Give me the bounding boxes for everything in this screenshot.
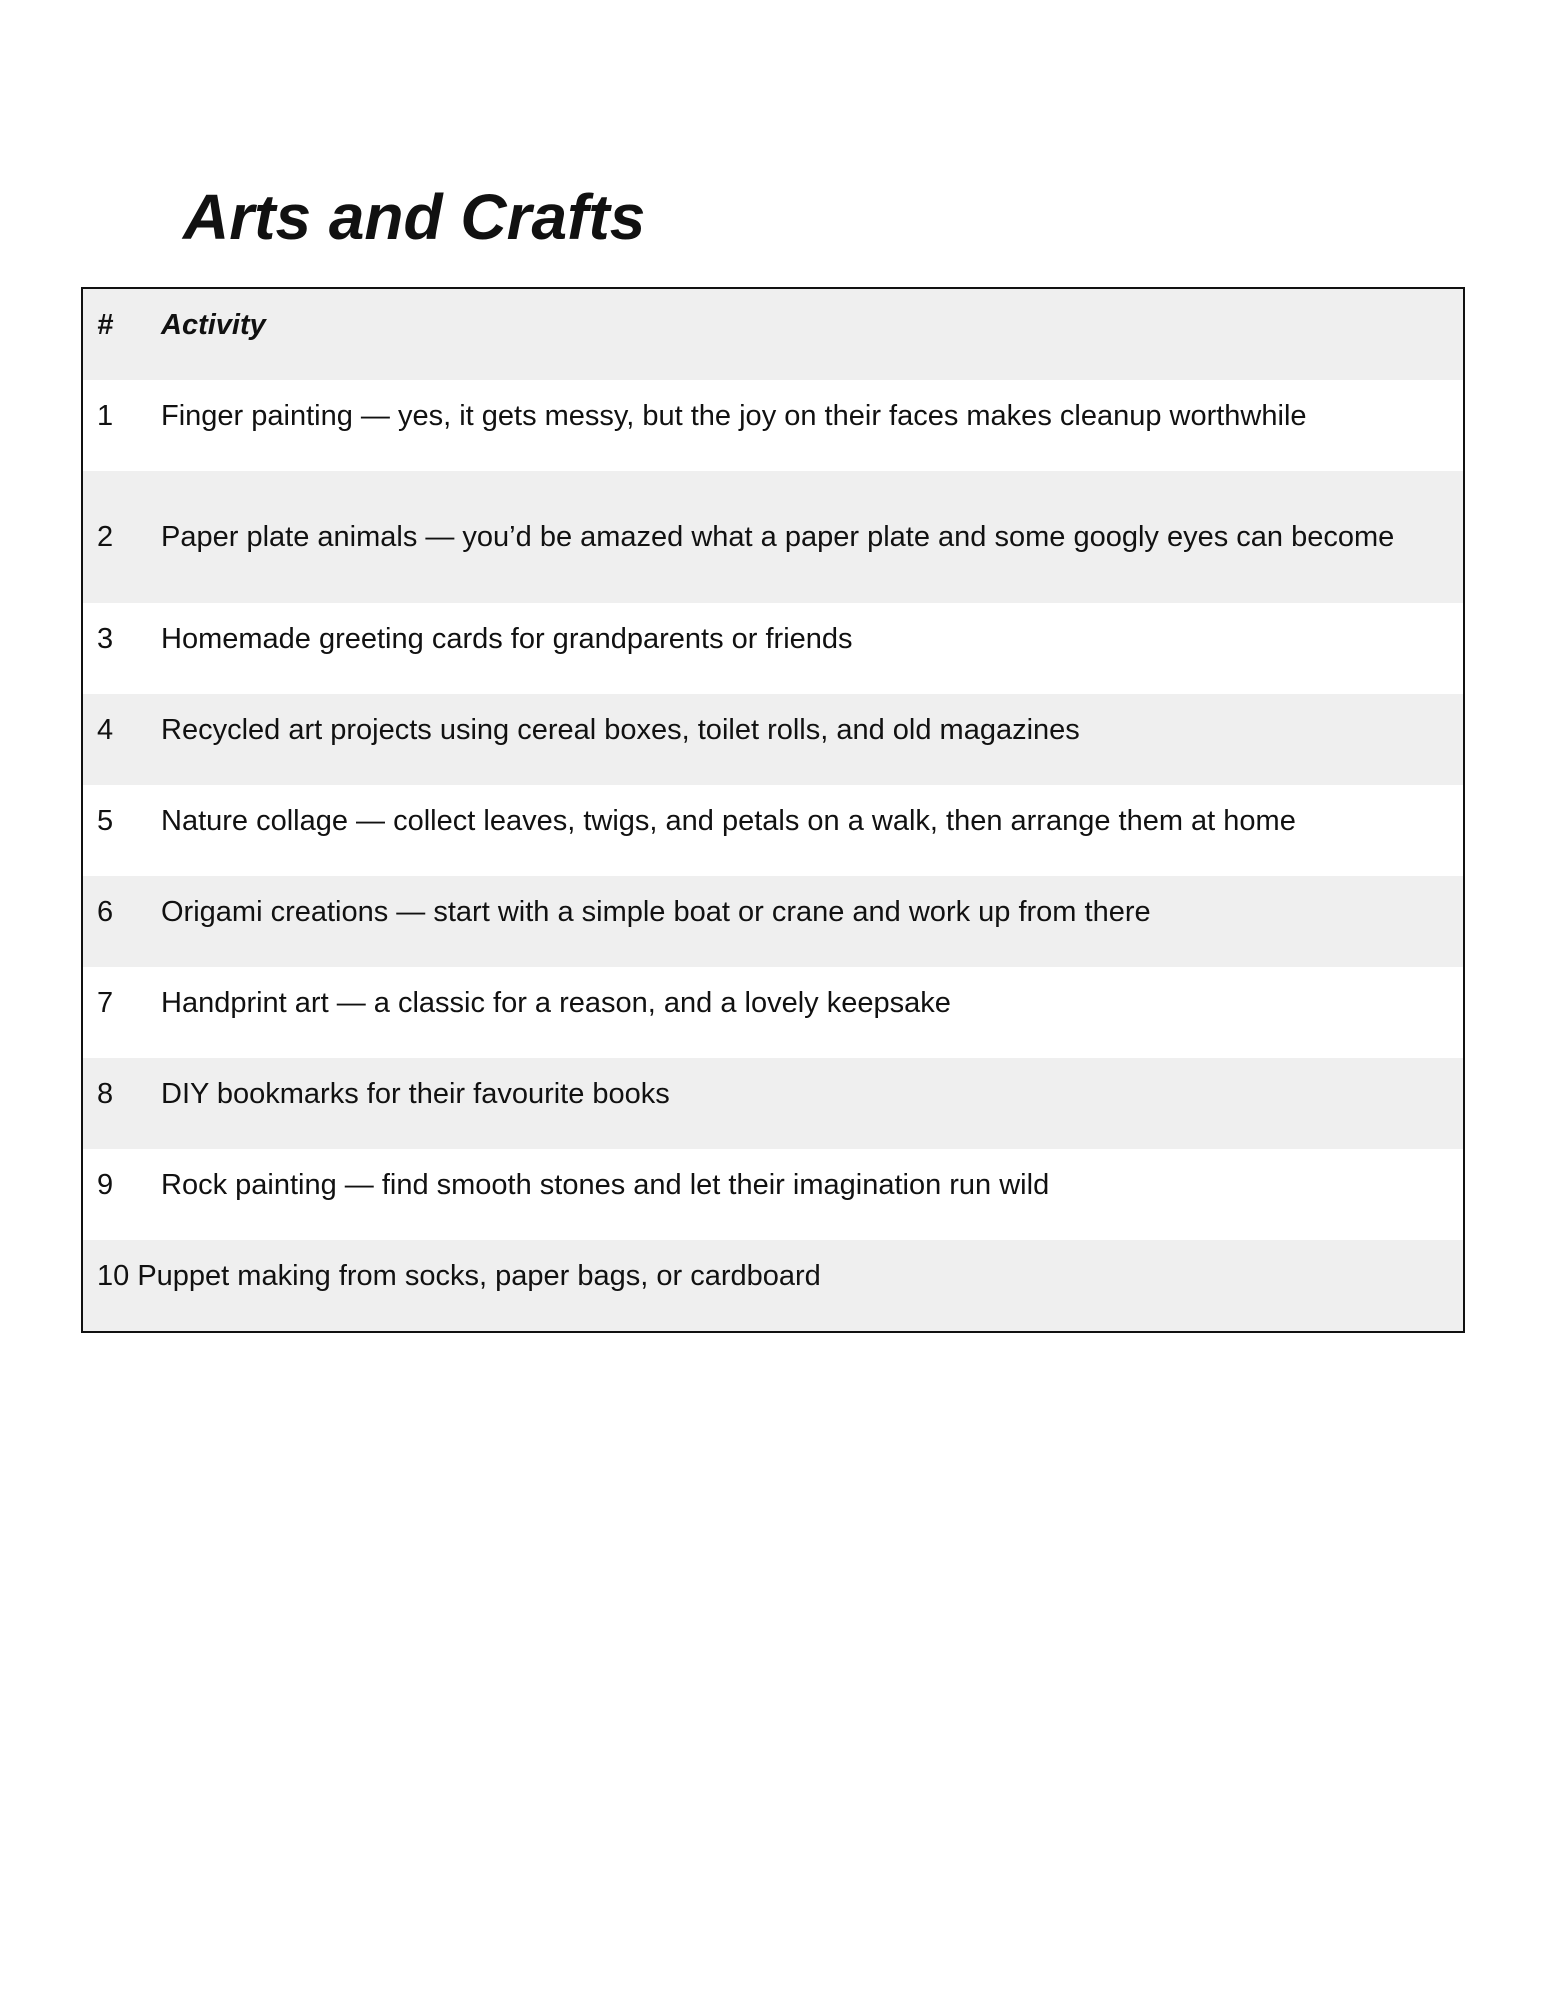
table-row [83, 967, 1463, 1058]
page-title: Arts and Crafts [183, 181, 646, 253]
table-row [83, 603, 1463, 694]
row-number: 3 [97, 623, 114, 655]
row-number: 5 [97, 805, 114, 837]
row-activity: DIY bookmarks for their favourite books [161, 1078, 670, 1110]
row-text: 10 Puppet making from socks, paper bags, or cardboard [97, 1260, 821, 1292]
row-number: 1 [97, 400, 114, 432]
table-row [83, 785, 1463, 876]
column-header-activity: Activity [161, 309, 266, 341]
table-row [83, 876, 1463, 967]
row-activity: Recycled art projects using cereal boxes, toilet rolls, and old magazines [161, 714, 1080, 746]
table-row [83, 1058, 1463, 1149]
row-number: 2 [97, 521, 114, 553]
table-row [83, 380, 1463, 471]
row-number: 9 [97, 1169, 114, 1201]
row-activity: Paper plate animals — you’d be amazed what a paper plate and some googly eyes can become [161, 521, 1395, 553]
row-activity: Rock painting — find smooth stones and let their imagination run wild [161, 1169, 1050, 1201]
column-header-number: # [97, 309, 114, 341]
table-row [83, 694, 1463, 785]
row-activity: Homemade greeting cards for grandparents or friends [161, 623, 853, 655]
row-activity: Handprint art — a classic for a reason, and a lovely keepsake [161, 987, 951, 1019]
row-activity: Nature collage — collect leaves, twigs, and petals on a walk, then arrange them at home [161, 805, 1296, 837]
row-number: 6 [97, 896, 114, 928]
row-number: 4 [97, 714, 114, 746]
table-row [83, 1149, 1463, 1240]
activity-table [81, 287, 1465, 1333]
row-number: 7 [97, 987, 114, 1019]
row-activity: Finger painting — yes, it gets messy, but the joy on their faces makes cleanup worthwhile [161, 400, 1307, 432]
table-row [83, 471, 1463, 603]
table-header-row [83, 289, 1463, 380]
row-activity: Origami creations — start with a simple boat or crane and work up from there [161, 896, 1151, 928]
table-row [83, 1240, 1463, 1331]
row-number: 8 [97, 1078, 114, 1110]
